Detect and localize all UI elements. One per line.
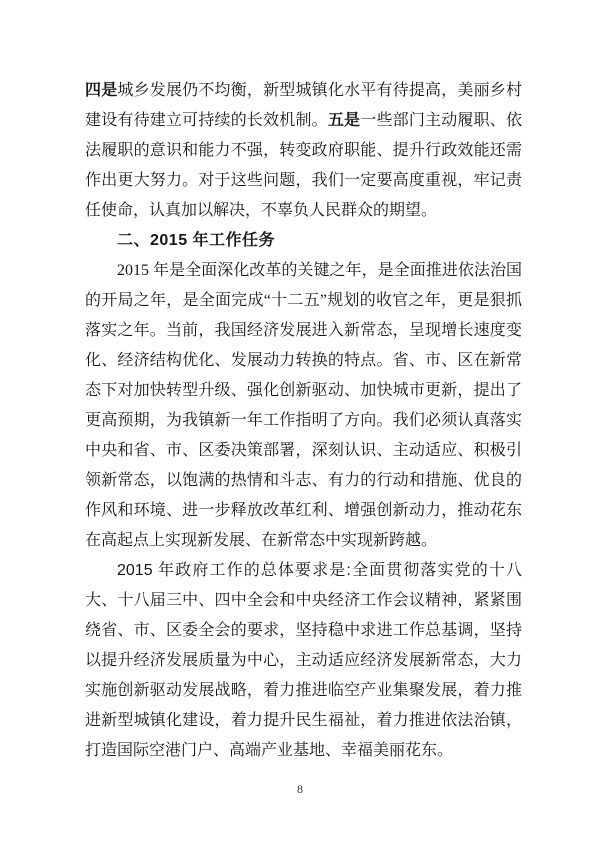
run-urbanization-text: 城乡发展仍不均衡，新型城镇化水平有待提高，美丽乡村建设有待建立可持续的长效机制。 xyxy=(85,82,522,129)
paragraph-overall-requirements: 2015 年政府工作的总体要求是:全面贯彻落实党的十八大、十八届三中、四中全会和中央经济工作会议精神，紧紧围绕省、市、区委全会的要求，坚持稳中求进工作总基调，坚持以提升经济发展质量为中心，主动适应经济发展新常态，大力实施创新驱动发展战略，着力推进临空产业集聚发展，着力推进新型城镇化建设，着力提升民生福祉，着力推进依法治镇，打造国际空港门户、高端产业基地、幸福美丽花东。 xyxy=(85,562,522,759)
run-sibu-lead-in: 四是 xyxy=(85,82,118,99)
paragraph-key-year: 2015 年是全面深化改革的关键之年，是全面推进依法治国的开局之年，是全面完成“十二五”规划的收官之年，更是狠抓落实之年。当前，我国经济发展进入新常态，呈现增长速度变化、经济结构优化、发展动力转换的特点。省、市、区在新常态下对加快转型升级、强化创新驱动、加快城市更新，提出了更高预期，为我镇新一年工作指明了方向。我们必须认真落实中央和省、市、区委决策部署，深刻认识、主动适应、积极引领新常态，以饱满的热情和斗志、有力的行动和措施、优良的作风和环境、进一步释放改革红利、增强创新动力，推动花东在高起点上实现新发展、在新常态中实现新跨越。 xyxy=(85,262,522,549)
run-wushi-lead-in: 五是 xyxy=(327,112,361,129)
paragraph-continuation xyxy=(85,76,522,226)
page-number: 8 xyxy=(297,782,303,796)
document-content xyxy=(85,76,522,766)
section-heading-2015-work-tasks: 二、2015 年工作任务 xyxy=(117,232,276,249)
run-duty-performance-text: 一些部门主动履职、依法履职的意识和能力不强，转变政府职能、提升行政效能还需作出更大努力。对于这些问题，我们一定要高度重视，牢记责任使命，认真加以解决，不辜负人民群众的期望。 xyxy=(85,112,522,219)
